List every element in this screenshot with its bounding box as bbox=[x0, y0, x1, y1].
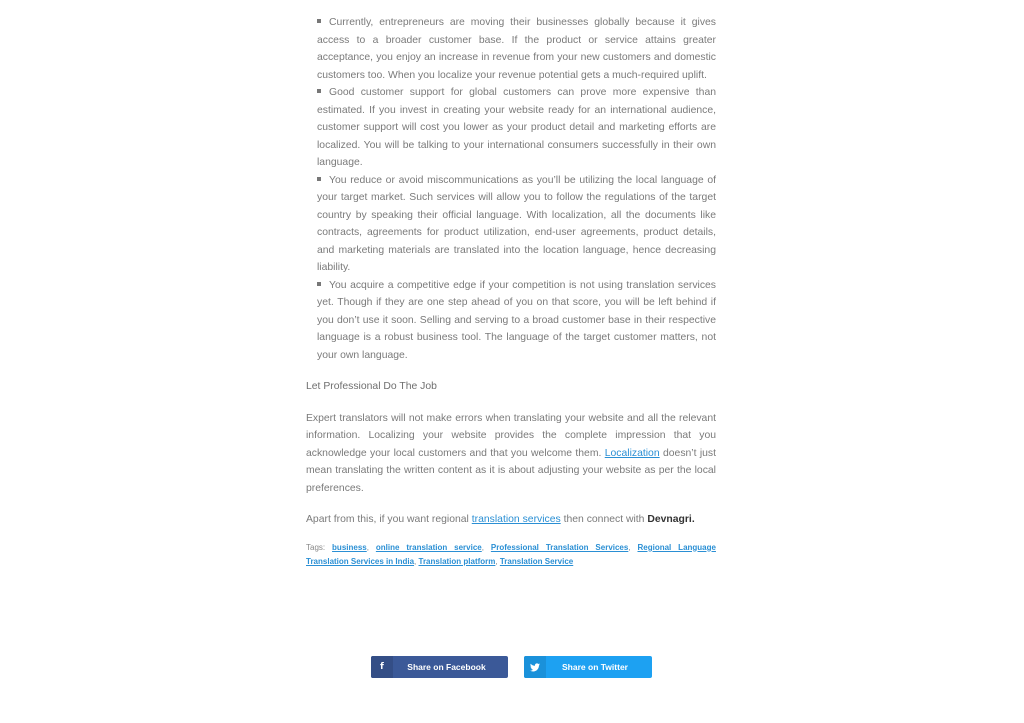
bullet-icon bbox=[317, 19, 321, 23]
share-twitter-label: Share on Twitter bbox=[562, 662, 628, 672]
tag-link[interactable]: Translation Service bbox=[499, 556, 574, 566]
list-item bbox=[317, 172, 716, 277]
paragraph-text: then connect with bbox=[563, 514, 645, 525]
paragraph-cta bbox=[306, 511, 716, 529]
list-item-text: Good customer support for global customers can prove more expensive than estimated. If you invest in creating your website ready for an international audience, customer support will cost you lower as your product detail and marketing efforts are localized. You will be talking to your international consumers successfully in their own language. bbox=[317, 87, 716, 168]
list-item-text: Currently, entrepreneurs are moving their businesses globally because it gives access to a broader customer base. If the product or service attains greater acceptance, you enjoy an increase in revenue from your new customers and domestic customers too. When you localize your revenue potential gets a much-required uplift. bbox=[317, 17, 716, 81]
share-facebook-label: Share on Facebook bbox=[407, 662, 486, 672]
facebook-icon: f bbox=[371, 656, 393, 678]
tag-link[interactable]: Professional Translation Services bbox=[490, 542, 629, 552]
list-item bbox=[317, 277, 716, 365]
tag-link[interactable]: business bbox=[332, 542, 367, 552]
bullet-icon bbox=[317, 177, 321, 181]
list-item bbox=[317, 84, 716, 172]
article-body bbox=[306, 14, 716, 569]
list-item bbox=[317, 14, 716, 84]
tags-label: Tags: bbox=[306, 542, 326, 552]
tag-link[interactable]: Regional Language Translation Services in India bbox=[306, 542, 716, 566]
twitter-bird-icon bbox=[530, 663, 540, 672]
paragraph-text: Expert translators will not make errors when translating your website and all the relevant information. Localizing your website provides the complete impression that you acknowledge your local customers and that you welcome them. bbox=[306, 412, 716, 459]
twitter-icon bbox=[524, 656, 546, 678]
list-item-text: You acquire a competitive edge if your competition is not using translation services yet. Though if they are one step ahead of you on that score, you will be left behind if you don’t use it soon. Selling and serving to a broad customer base in their respective language is a robust business tool. The language of the target customer matters, not your own language. bbox=[317, 279, 716, 361]
share-facebook-button[interactable] bbox=[371, 656, 508, 678]
paragraph-text: Apart from this, if you want regional bbox=[306, 514, 469, 525]
bullet-icon bbox=[317, 89, 321, 93]
benefits-list bbox=[306, 14, 716, 364]
tag-link[interactable]: Translation platform bbox=[418, 556, 496, 566]
paragraph-localization bbox=[306, 410, 716, 498]
tag-link[interactable]: online translation service bbox=[375, 542, 482, 552]
share-twitter-button[interactable] bbox=[524, 656, 652, 678]
bullet-icon bbox=[317, 282, 321, 286]
translation-services-link[interactable]: translation services bbox=[471, 514, 561, 525]
paragraph-text: doesn’t just mean translating the written content as it is about adjusting your website as per the local preferences. bbox=[306, 447, 717, 494]
list-item-text: You reduce or avoid miscommunications as you’ll be utilizing the local language of your target market. Such services will allow you to follow the regulations of the target country by speaking their official language. With localization, all the documents like contracts, agreements for product utilization, end-user agreements, product details, and marketing materials are translated into the location language, hence decreasing liability. bbox=[317, 174, 716, 273]
brand-name: Devnagri. bbox=[647, 514, 695, 525]
section-heading: Let Professional Do The Job bbox=[306, 381, 437, 392]
localization-link[interactable]: Localization bbox=[604, 447, 660, 459]
tags-list: Tags: business, online translation service, Professional Translation Services, Regional Language Translation Services in India, Translation platform, Translation Service bbox=[306, 542, 716, 566]
